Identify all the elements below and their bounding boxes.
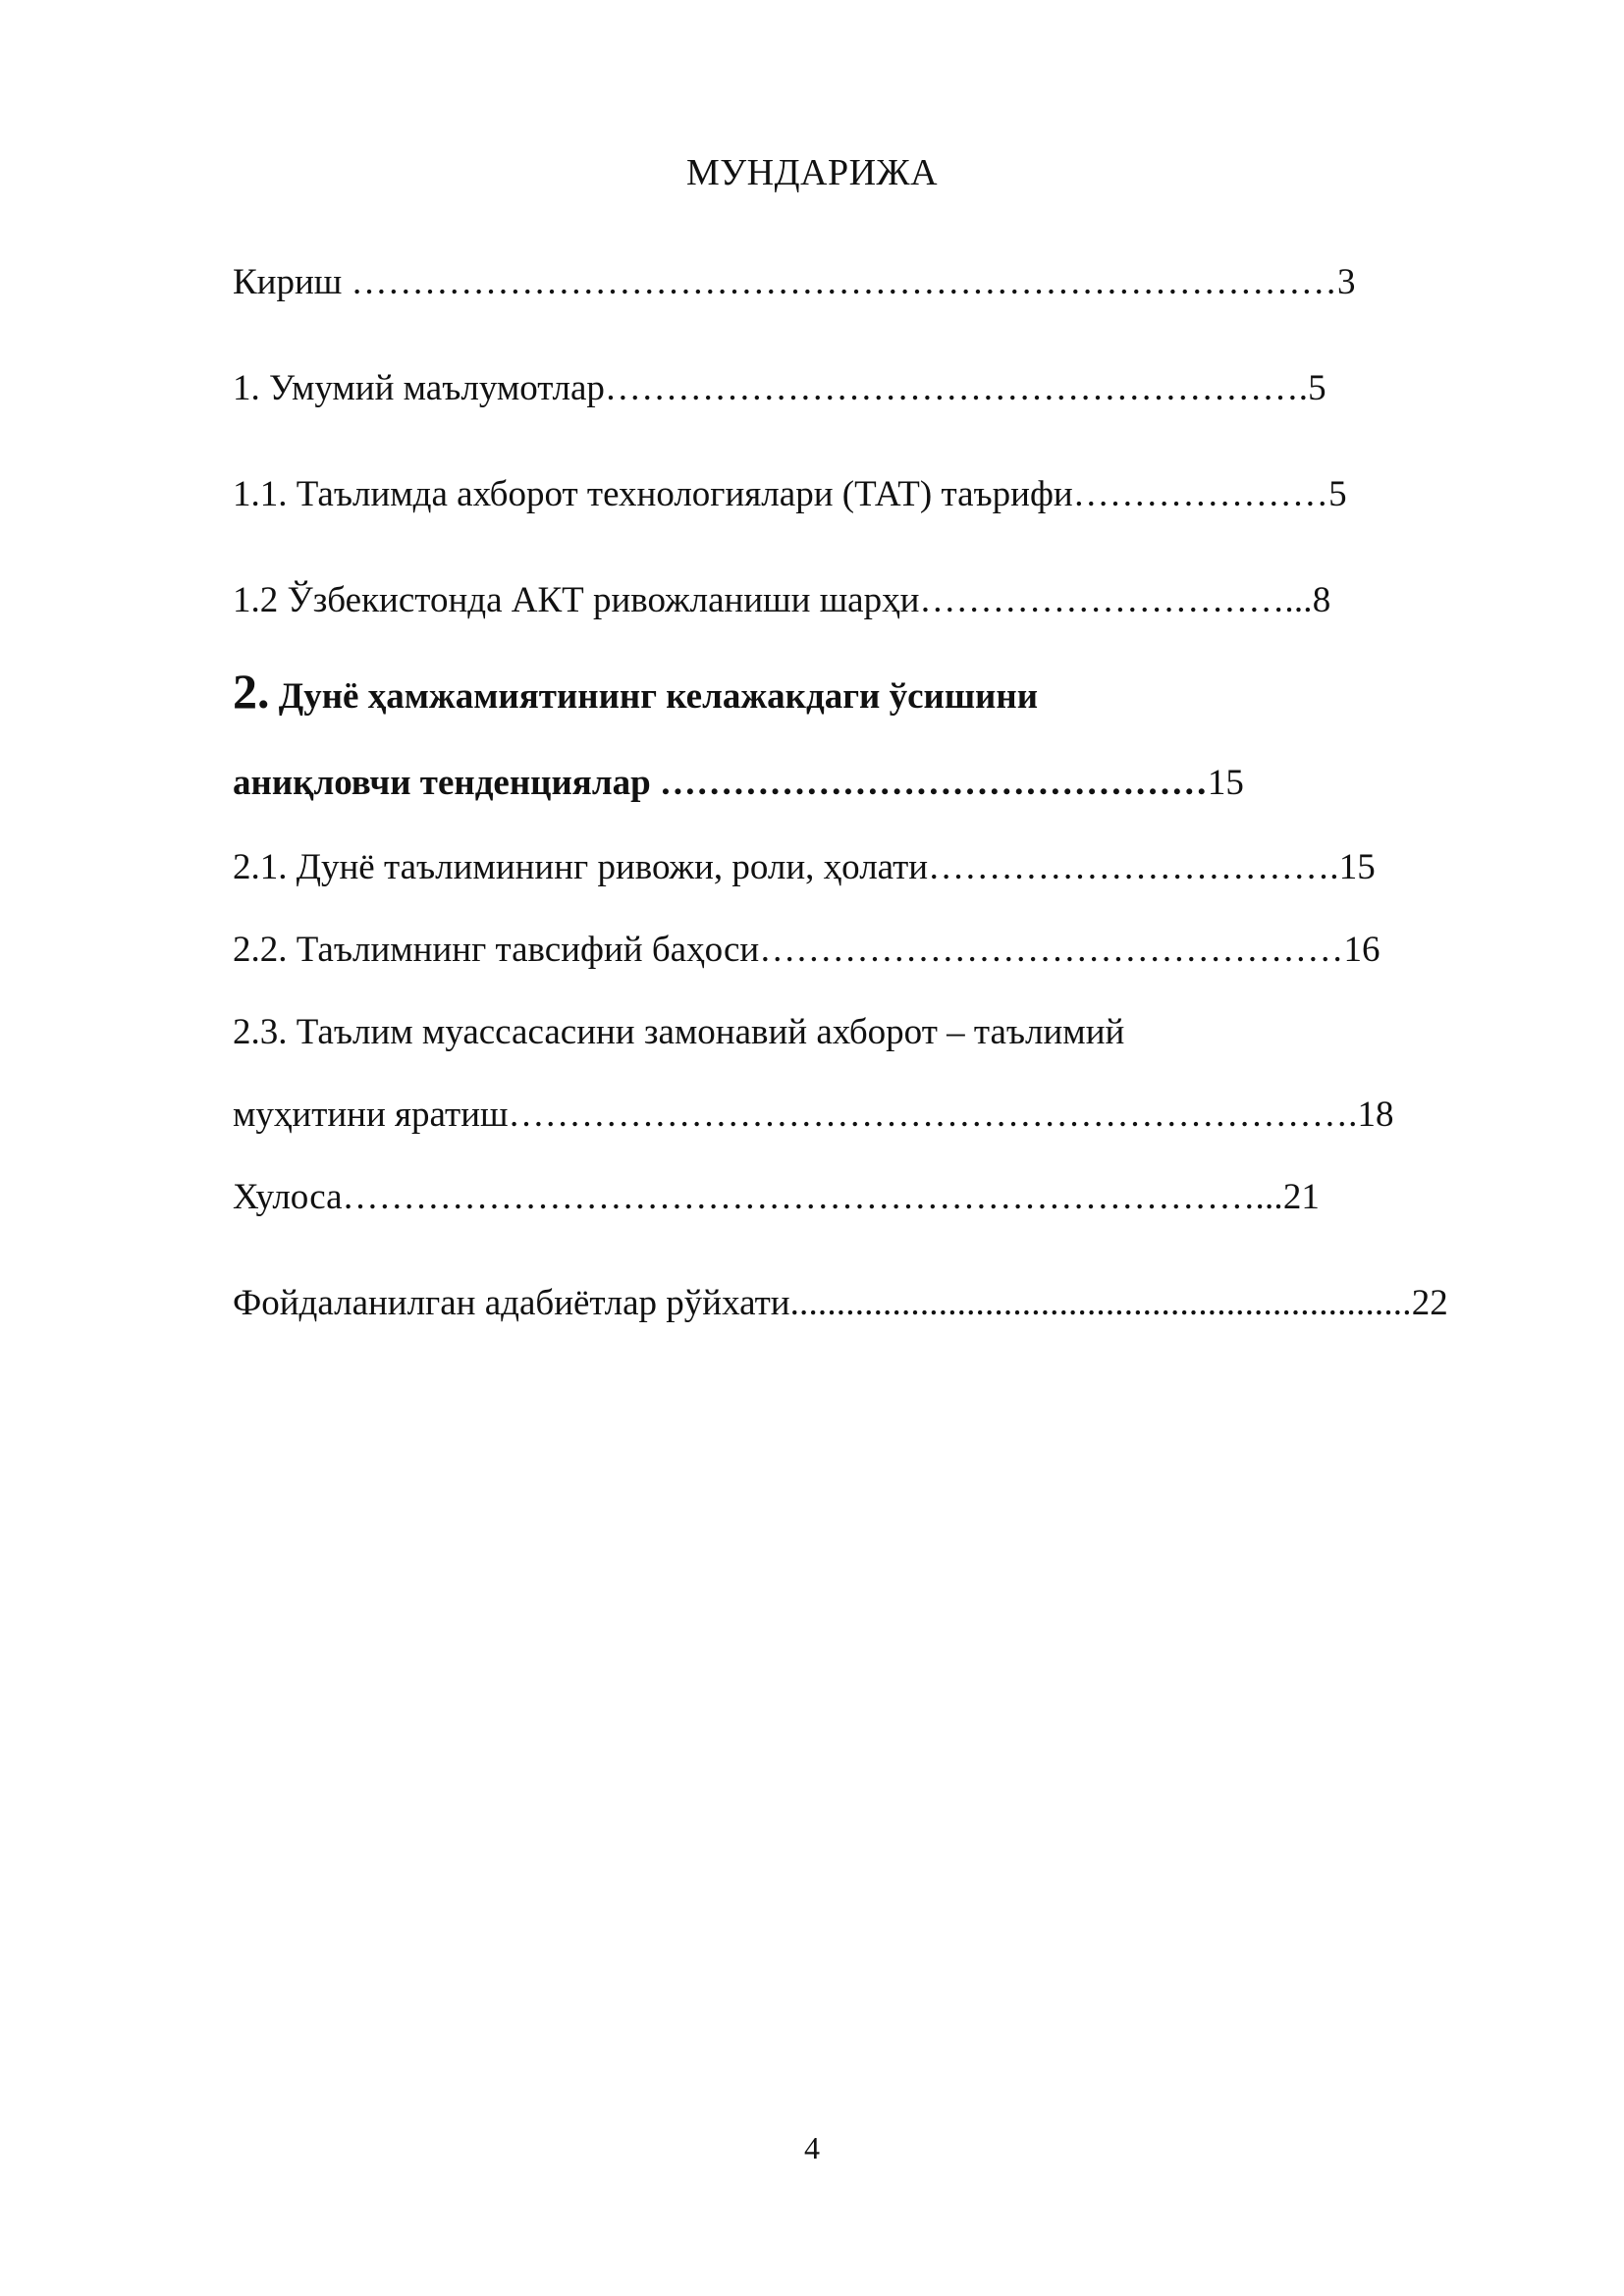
toc-entry-section-2-2 <box>233 929 1380 972</box>
toc-entry-section-2-1 <box>233 846 1376 889</box>
toc-label: 1. Умумий маълумотлар <box>233 368 605 408</box>
toc-label: Дунё ҳамжамиятининг келажакдаги ўсишини <box>269 676 1039 717</box>
toc-entry-section-2-3-line1 <box>233 1011 1124 1054</box>
toc-page-number: 15 <box>1207 763 1244 803</box>
toc-leader-dots: …………………………………………………………………... <box>342 1177 1283 1217</box>
toc-leader-dots: ……………………………………… <box>659 763 1208 803</box>
toc-leader-dots: ................................................................... <box>789 1283 1412 1323</box>
toc-leader-dots: …………………………... <box>919 580 1313 620</box>
toc-label: 2.2. Таълимнинг тавсифий баҳоси <box>233 930 760 970</box>
toc-entry-section-1-1 <box>233 473 1347 516</box>
toc-label: 2.3. Таълим муассасасини замонавий ахборот – таълимий <box>233 1012 1125 1052</box>
document-title: МУНДАРИЖА <box>685 152 939 193</box>
page-number: 4 <box>804 2130 820 2165</box>
toc-page-number: 16 <box>1343 930 1380 970</box>
toc-page-number: 15 <box>1338 847 1376 887</box>
toc-entry-conclusion <box>233 1176 1320 1219</box>
toc-page-number: 22 <box>1411 1283 1448 1323</box>
toc-leader-dots: ……………………………………………………………. <box>508 1095 1358 1135</box>
toc-page-number: 18 <box>1357 1095 1394 1135</box>
toc-label: 2.1. Дунё таълимининг ривожи, роли, ҳолати <box>233 847 929 887</box>
toc-entry-section-2-3-line2 <box>233 1094 1394 1137</box>
toc-label: 1.1. Таълимда ахборот технологиялари (ТАТ) таърифи <box>233 474 1073 514</box>
toc-leader-dots: ………………… <box>1072 474 1329 514</box>
toc-entry-section-2-line1 <box>233 664 1038 724</box>
toc-section-number: 2. <box>233 664 270 719</box>
toc-leader-dots: ………………………………………… <box>759 930 1344 970</box>
toc-label: Хулоса <box>233 1177 343 1217</box>
toc-leader-dots: …………………………………………………. <box>604 368 1309 408</box>
toc-page-number: 5 <box>1308 368 1326 408</box>
toc-page-number: 8 <box>1312 580 1331 620</box>
toc-leader-dots: ……………………………. <box>928 847 1339 887</box>
toc-page-number: 5 <box>1328 474 1347 514</box>
toc-entry-section-1 <box>233 367 1326 410</box>
toc-label: 1.2 Ўзбекистонда АКТ ривожланиши шарҳи <box>233 580 920 620</box>
toc-entry-references <box>233 1282 1448 1325</box>
toc-page-number: 3 <box>1336 262 1356 302</box>
toc-label: Кириш <box>233 262 352 302</box>
toc-label: муҳитини яратиш <box>233 1095 509 1135</box>
toc-entry-section-2-line2 <box>233 762 1244 805</box>
toc-leader-dots: ……………………………………………………………………… <box>351 262 1337 302</box>
toc-label: Фойдаланилган адабиётлар рўйхати <box>233 1283 790 1323</box>
toc-label: аниқловчи тенденциялар <box>233 763 660 803</box>
toc-entry-introduction <box>233 261 1355 304</box>
toc-entry-section-1-2 <box>233 579 1330 622</box>
toc-page-number: 21 <box>1282 1177 1320 1217</box>
